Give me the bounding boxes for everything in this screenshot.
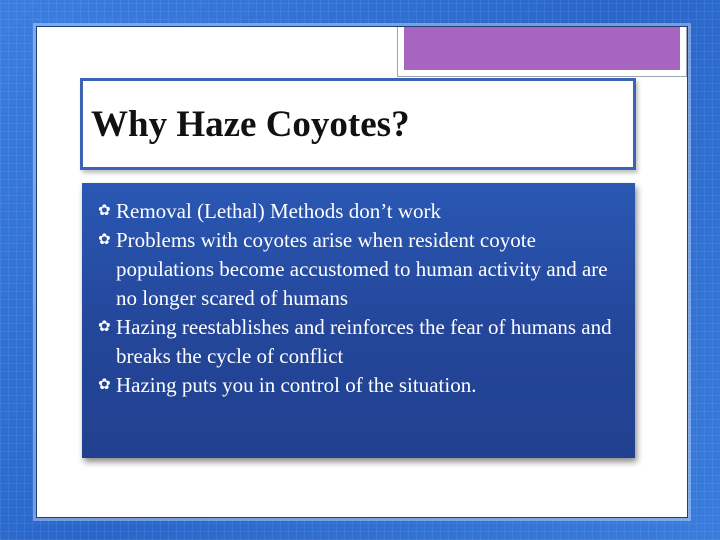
flower-bullet-icon: ✿ xyxy=(98,317,111,335)
accent-bar xyxy=(404,27,680,70)
bullet-list xyxy=(82,183,635,400)
flower-bullet-icon: ✿ xyxy=(98,201,111,219)
top-accent-tab xyxy=(397,27,687,77)
flower-bullet-icon: ✿ xyxy=(98,375,111,393)
bullet-text: Hazing puts you in control of the situation. xyxy=(116,373,477,397)
slide-title: Why Haze Coyotes? xyxy=(91,104,410,145)
content-box xyxy=(82,183,635,458)
flower-bullet-icon: ✿ xyxy=(98,230,111,248)
bullet-item xyxy=(98,226,625,313)
bullet-text: Hazing reestablishes and reinforces the fear of humans and breaks the cycle of conflict xyxy=(116,315,612,368)
bullet-item xyxy=(98,197,625,226)
bullet-item xyxy=(98,371,625,400)
bullet-text: Problems with coyotes arise when resident coyote populations become accustomed to human activity and are no longer scared of humans xyxy=(116,228,608,310)
title-box xyxy=(80,78,636,170)
bullet-item xyxy=(98,313,625,371)
bullet-text: Removal (Lethal) Methods don’t work xyxy=(116,199,442,223)
